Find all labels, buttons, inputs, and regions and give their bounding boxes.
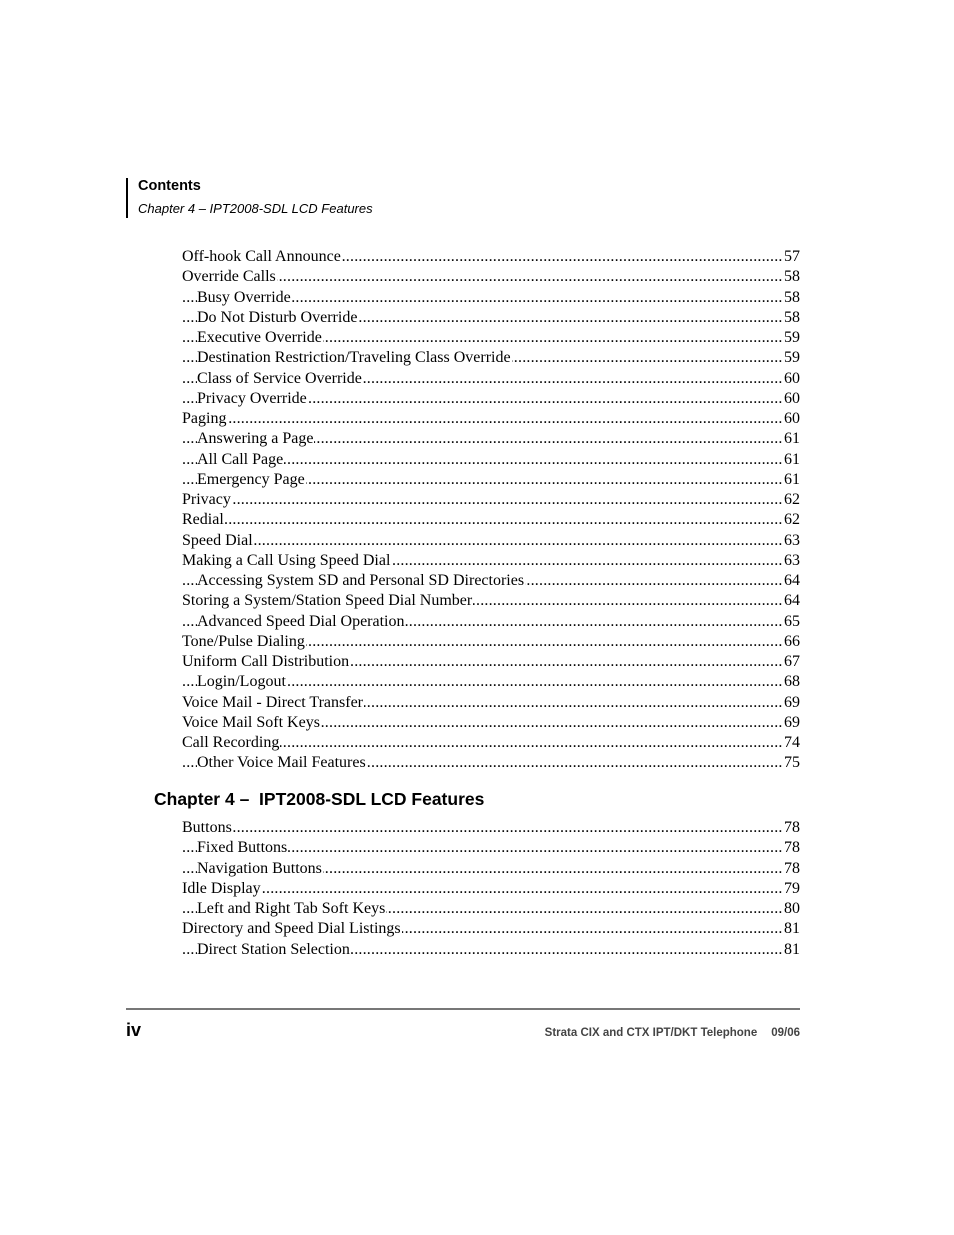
toc-entry-label: Answering a Page: [197, 430, 314, 448]
footer-product: Strata CIX and CTX IPT/DKT Telephone: [544, 1027, 758, 1039]
toc-entry-label: Override Calls: [182, 268, 276, 286]
toc-entry[interactable]: [182, 348, 800, 368]
toc-entry-page-number: 58: [783, 288, 800, 308]
toc-entry-label: Paging: [182, 410, 227, 427]
toc-list-previous-chapter: [182, 247, 800, 774]
running-header-subtitle: Chapter 4 – IPT2008-SDL LCD Features: [138, 201, 373, 216]
toc-entry[interactable]: [182, 672, 800, 692]
toc-entry-label: Tone/Pulse Dialing: [182, 632, 305, 650]
toc-entry-label: Do Not Disturb Override: [197, 308, 358, 326]
toc-entry-label: Privacy: [182, 491, 231, 508]
toc-entry-label: Making a Call Using Speed Dial: [182, 551, 391, 569]
toc-entry-label: Voice Mail - Direct Transfer: [182, 693, 363, 711]
toc-entry-label: Voice Mail Soft Keys: [182, 713, 320, 731]
toc-entry-page-number: 78: [783, 818, 800, 838]
toc-entry-page-number: 62: [783, 510, 800, 530]
toc-entry-label: All Call Page: [197, 450, 284, 468]
toc-entry[interactable]: [182, 693, 800, 713]
toc-entry[interactable]: [182, 470, 800, 490]
toc-entry-label: Other Voice Mail Features: [197, 754, 366, 772]
toc-entry-label: Left and Right Tab Soft Keys: [197, 900, 386, 917]
toc-entry-page-number: 64: [783, 571, 800, 591]
toc-entry-page-number: 61: [783, 429, 800, 449]
toc-entry-page-number: 65: [783, 612, 800, 632]
toc-entry-page-number: 80: [783, 899, 800, 919]
toc-entry-page-number: 62: [783, 490, 800, 510]
toc-entry-page-number: 59: [783, 348, 800, 368]
toc-entry-page-number: 63: [783, 551, 800, 571]
toc-entry[interactable]: [182, 632, 800, 652]
toc-entry[interactable]: [182, 940, 800, 960]
toc-entry[interactable]: [182, 429, 800, 449]
toc-entry-page-number: 68: [783, 672, 800, 692]
toc-entry-page-number: 61: [783, 450, 800, 470]
toc-entry[interactable]: [182, 818, 800, 838]
toc-entry-page-number: 69: [783, 693, 800, 713]
toc-entry-page-number: 63: [783, 531, 800, 551]
toc-leader-dots: [182, 510, 782, 530]
toc-entry[interactable]: [182, 652, 800, 672]
toc-entry-label: Accessing System SD and Personal SD Directories: [197, 572, 525, 589]
toc-entry-page-number: 60: [783, 389, 800, 409]
toc-entry-label: Storing a System/Station Speed Dial Number: [182, 592, 473, 610]
toc-entry-label: Busy Override: [197, 288, 291, 306]
toc-entry-label: Buttons: [182, 819, 232, 836]
toc-entry-page-number: 59: [783, 328, 800, 348]
toc-entry[interactable]: [182, 838, 800, 858]
toc-entry[interactable]: [182, 490, 800, 510]
toc-entry-label: Directory and Speed Dial Listings: [182, 920, 401, 938]
toc-entry-label: Uniform Call Distribution: [182, 653, 350, 670]
toc-leader-dots: [182, 531, 782, 551]
toc-entry[interactable]: [182, 328, 800, 348]
toc-entry-page-number: 61: [783, 470, 800, 490]
toc-entry[interactable]: [182, 859, 800, 879]
toc-entry-label: Idle Display: [182, 879, 261, 897]
toc-entry-page-number: 58: [783, 267, 800, 287]
toc-entry-label: Class of Service Override: [197, 369, 362, 387]
toc-entry-page-number: 81: [783, 919, 800, 939]
toc-leader-dots: [182, 409, 782, 429]
toc-entry-label: Off-hook Call Announce: [182, 248, 341, 265]
toc-entry[interactable]: [182, 510, 800, 530]
chapter-heading: Chapter 4 – IPT2008-SDL LCD Features: [154, 789, 485, 809]
toc-entry-page-number: 81: [783, 940, 800, 960]
toc-entry[interactable]: [182, 591, 800, 611]
toc-entry[interactable]: [182, 369, 800, 389]
toc-entry-label: Redial: [182, 511, 224, 529]
toc-entry-page-number: 58: [783, 308, 800, 328]
header-rule: [126, 178, 128, 218]
toc-entry-page-number: 78: [783, 859, 800, 879]
toc-entry-page-number: 79: [783, 879, 800, 899]
toc-leader-dots: [182, 879, 782, 899]
toc-entry-page-number: 67: [783, 652, 800, 672]
toc-entry-label: Destination Restriction/Traveling Class Override: [197, 349, 511, 367]
toc-entry-page-number: 69: [783, 713, 800, 733]
toc-entry-label: Privacy Override: [197, 389, 307, 407]
toc-entry[interactable]: [182, 879, 800, 899]
toc-entry-page-number: 74: [783, 733, 800, 753]
footer-product-info: [545, 1027, 800, 1039]
toc-entry-page-number: 78: [783, 838, 800, 858]
toc-entry[interactable]: [182, 571, 800, 591]
toc-entry[interactable]: [182, 389, 800, 409]
toc-entry-label: Emergency Page: [197, 470, 305, 488]
toc-entry-page-number: 60: [783, 369, 800, 389]
toc-entry[interactable]: [182, 612, 800, 632]
toc-entry-label: Fixed Buttons: [197, 839, 288, 857]
toc-entry[interactable]: [182, 919, 800, 939]
toc-entry-page-number: 64: [783, 591, 800, 611]
toc-entry[interactable]: [182, 409, 800, 429]
toc-entry[interactable]: [182, 733, 800, 753]
toc-leader-dots: [182, 818, 782, 838]
toc-entry-page-number: 57: [783, 247, 800, 267]
toc-leader-dots: [182, 490, 782, 510]
toc-entry-label: Executive Override: [197, 329, 322, 346]
toc-entry-label: Direct Station Selection: [197, 940, 350, 958]
toc-entry-label: Call Recording: [182, 734, 280, 751]
toc-entry[interactable]: [182, 899, 800, 919]
footer-date: 09/06: [771, 1027, 800, 1039]
toc-entry-page-number: 66: [783, 632, 800, 652]
toc-entry-label: Speed Dial: [182, 531, 253, 549]
footer-rule: [126, 1008, 800, 1010]
toc-entry[interactable]: [182, 450, 800, 470]
toc-entry-page-number: 60: [783, 409, 800, 429]
toc-entry[interactable]: [182, 713, 800, 733]
toc-entry-label: Navigation Buttons: [197, 859, 322, 877]
toc-entry[interactable]: [182, 288, 800, 308]
toc-entry[interactable]: [182, 247, 800, 267]
toc-entry[interactable]: [182, 551, 800, 571]
toc-entry-label: Advanced Speed Dial Operation: [197, 612, 405, 630]
page-number: iv: [126, 1020, 142, 1040]
running-header-title: Contents: [138, 178, 201, 194]
toc-entry-page-number: 75: [783, 753, 800, 773]
toc-entry[interactable]: [182, 267, 800, 287]
toc-entry[interactable]: [182, 753, 800, 773]
toc-entry[interactable]: [182, 308, 800, 328]
toc-list-chapter-4: [182, 818, 800, 960]
toc-entry-label: Login/Logout: [197, 673, 286, 691]
toc-entry[interactable]: [182, 531, 800, 551]
